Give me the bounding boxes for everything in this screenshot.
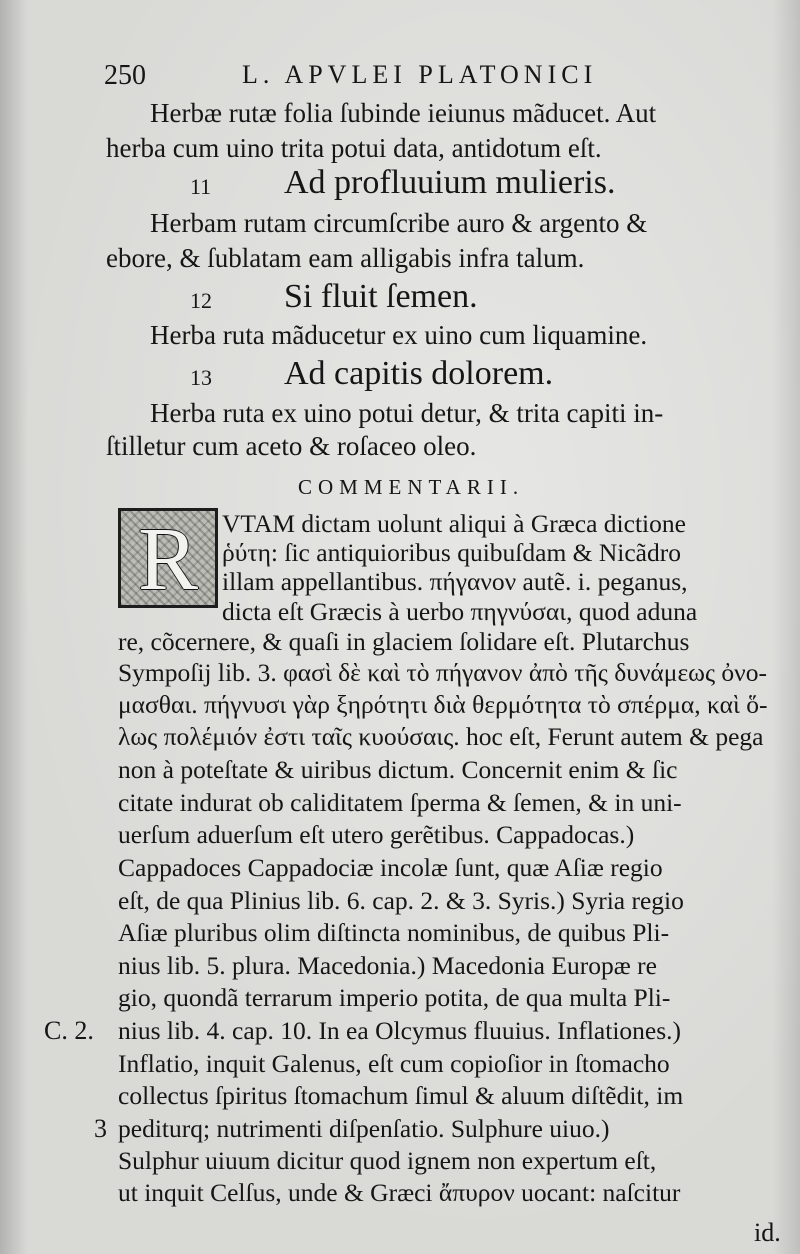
remedy-number: 13 [190, 365, 212, 390]
remedy-heading: Ad profluuium mulieris. [284, 164, 616, 201]
remedy-number: 11 [190, 174, 212, 199]
text-line: ut inquit Celſus, unde & Græci ἄπυρον uocant: naſcitur [118, 1178, 681, 1207]
page-number: 250 [104, 60, 146, 91]
text-line: Herba ruta ex uino potui detur, & trita capiti in- [150, 398, 664, 428]
text-line: dicta eſt Græcis à uerbo πηγνύσαι, quod aduna [222, 597, 698, 626]
remedy-heading: Ad capitis dolorem. [284, 355, 554, 392]
running-title: L. APVLEI PLATONICI [242, 60, 598, 89]
text-line: nius lib. 5. plura. Macedonia.) Macedonia Europæ re [118, 951, 657, 980]
drop-cap-letter: R [137, 510, 199, 609]
text-line: citate indurat ob caliditatem ſperma & ſemen, & in uni- [118, 788, 682, 817]
text-line: gio, quondã terrarum imperio potita, de qua multa Pli- [118, 983, 671, 1012]
text-line: Aſiæ pluribus olim diſtincta nominibus, de quibus Pli- [118, 918, 670, 947]
text-line: Inflatio, inquit Galenus, eſt cum copioſior in ſtomacho [118, 1049, 670, 1078]
text-line: eſt, de qua Plinius lib. 6. cap. 2. & 3. Syris.) Syria regio [118, 886, 684, 915]
text-line: VTAM dictam uolunt aliqui à Græca dictione [222, 509, 686, 538]
text-line: Sulphur uiuum dicitur quod ignem non expertum eſt, [118, 1146, 657, 1175]
text-line: nius lib. 4. cap. 10. In ea Olcymus fluuius. Inflationes.) [118, 1016, 682, 1045]
text-line: μασθαι. πήγνυσι γὰρ ξηρότητι διὰ θερμότητα τὸ σπέρμα, καὶ ὅ- [118, 690, 768, 719]
text-line: Sympoſij lib. 3. φασὶ δὲ καὶ τὸ πήγανον ἀπὸ τῆς δυνάμεως ὀνο- [118, 658, 767, 687]
text-line: herba cum uino trita potui data, antidotum eſt. [106, 133, 602, 163]
text-line: non à poteſtate & uiribus dictum. Concernit enim & ſic [118, 755, 678, 784]
text-line: uerſum aduerſum eſt utero gerẽtibus. Cappadocas.) [118, 820, 635, 849]
text-line: λως πολέμιόν ἐστι ταῖς κυούσαις. hoc eſt, Ferunt autem & pega [118, 722, 764, 751]
remedy-number: 12 [190, 288, 212, 313]
text-line: collectus ſpiritus ſtomachum ſimul & aluum diſtẽdit, im [118, 1081, 684, 1110]
section-heading: COMMENTARII. [298, 475, 525, 499]
margin-note: 3 [94, 1114, 107, 1143]
text-line: ebore, & ſublatam eam alligabis infra talum. [106, 243, 585, 273]
text-line: Herbæ rutæ folia ſubinde ieiunus mãducet. Aut [150, 98, 657, 128]
text-line: Herba ruta mãducetur ex uino cum liquamine. [150, 320, 648, 350]
drop-cap [118, 508, 218, 608]
text-line: re, cõcernere, & quaſi in glaciem ſolidare eſt. Plutarchus [118, 627, 690, 656]
text-line: illam appellantibus. πήγανον autẽ. i. peganus, [222, 567, 688, 596]
text-line: ῥύτη: ſic antiquioribus quibuſdam & Nicãdro [222, 538, 681, 567]
text-line: ſtilletur cum aceto & roſaceo oleo. [106, 431, 477, 461]
text-line: pediturq; nutrimenti diſpenſatio. Sulphure uiuo.) [118, 1114, 610, 1143]
margin-note: C. 2. [44, 1016, 94, 1045]
text-line: Cappadoces Cappadociæ incolæ ſunt, quæ Aſiæ regio [118, 853, 663, 882]
text-line: Herbam rutam circumſcribe auro & argento & [150, 208, 648, 238]
remedy-heading: Si fluit ſemen. [284, 278, 478, 315]
catchword: id. [754, 1218, 781, 1247]
